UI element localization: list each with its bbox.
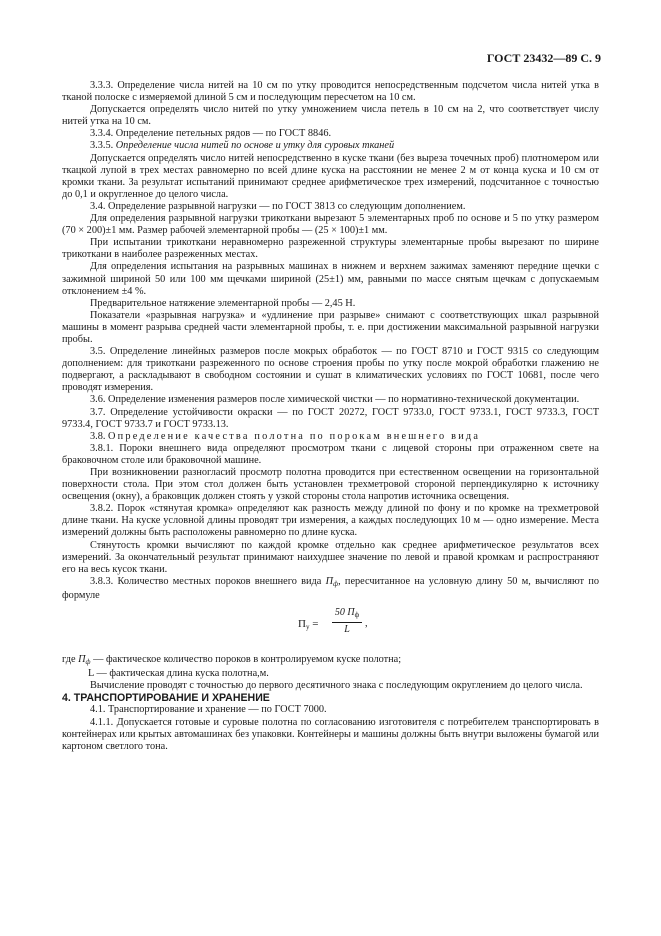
paragraph-3-7: 3.7. Определение устойчивости окраски — по ГОСТ 20272, ГОСТ 9733.0, ГОСТ 9733.1, ГОСТ 9733.3, ГОСТ 9733.4, ГОСТ 9733.7 и ГОСТ 9733.13. [62, 406, 599, 430]
paragraph: Допускается определять число нитей по утку умножением числа петель в 10 см на 2, что соответствует числу нитей утка на 10 см. [62, 104, 599, 128]
symbol-p-f: $П_ф$ [325, 575, 339, 588]
paragraph: Стянутость кромки вычисляют по каждой кромке отдельно как среднее арифметическое результатов всех измерений. За окончательный результат принимают наихудшее значение по левой и правой кромкам и распространяют его на весь кусок ткани. [62, 539, 599, 575]
paragraph-3-3-5 [62, 140, 599, 152]
paragraph-3-8 [62, 431, 599, 443]
clause-number: 3.8. [90, 430, 106, 442]
paragraph: Предварительное натяжение элементарной пробы — 2,45 Н. [90, 297, 356, 309]
paragraph: Вычисление проводят с точностью до первого десятичного знака с последующим округлением до целого числа. [90, 680, 583, 692]
section-title: 4. ТРАНСПОРТИРОВАНИЕ И ХРАНЕНИЕ [62, 692, 270, 705]
paragraph: Для определения испытания на разрывных машинах в нижнем и верхнем зажимах заменяют передние щечки с зажимной шириной 50 или 100 мм щечками шириной (25±1) мм, равными по массе снятым щечкам с допускаемым отклонением ±4 %. [62, 261, 599, 297]
clause-title: Определение качества полотна по порокам внешнего вида [108, 430, 481, 442]
paragraph-3-8-1: 3.8.1. Пороки внешнего вида определяют просмотром ткани с лицевой стороны при отраженном свете на браковочном столе или браковочной машине. [62, 442, 599, 466]
paragraph-4-1-1: 4.1.1. Допускается готовые и суровые полотна по согласованию изготовителя с потребителем транспортировать в контейнерах или крытых автомашинах без упаковки. Контейнеры и машины должны быть внутри выложены бумагой или картоном светлого тона. [62, 716, 599, 752]
formula [62, 604, 599, 650]
clause-title: Определение числа нитей по основе и утку для суровых тканей [115, 140, 395, 152]
formula-comma: , [365, 618, 368, 630]
paragraph: При испытании трикоткани неравномерно разреженной структуры элементарные пробы вырезают по ширине трикоткани в наиболее разреженных местах. [62, 237, 599, 261]
document-body [62, 80, 599, 753]
paragraph: Допускается определять число нитей непосредственно в куске ткани (без выреза точечных проб) плотномером или ткацкой лупой в трех местах равномерно по всей длине куска на расстоянии не менее 2 м от конца куска и 10 см от кромки ткани. За результат испытаний принимают среднее арифметическое трех измерений, подсчитанное с точностью до 0,1 и округленное до целого числа. [62, 152, 599, 200]
formula-numerator: 50 $П_ф$ [332, 607, 362, 623]
paragraph-3-3-4: 3.3.4. Определение петельных рядов — по ГОСТ 8846. [90, 128, 332, 140]
paragraph-3-4: 3.4. Определение разрывной нагрузки — по ГОСТ 3813 со следующим дополнением. [90, 200, 466, 212]
where-line-2: L — фактическая длина куска полотна,м. [88, 668, 269, 680]
formula-lhs: $П_у$ = [298, 618, 319, 632]
paragraph-3-6: 3.6. Определение изменения размеров после химической чистки — по нормативно-технической документации. [90, 394, 580, 406]
paragraph-4-1: 4.1. Транспортирование и хранение — по ГОСТ 7000. [90, 704, 327, 716]
formula-fraction [332, 607, 362, 636]
paragraph: Показатели «разрывная нагрузка» и «удлинение при разрыве» снимают с соответствующих шкал разрывной машины в момент разрыва средней части элементарной пробы, т. е. при достижении максимальной разрывной нагрузки пробы. [62, 309, 599, 345]
where-line-1: где $П_ф$ — фактическое количество пороков в контролируемом куске полотна; [62, 654, 402, 667]
symbol-p-f: $П_ф$ [78, 654, 91, 667]
paragraph-3-8-3: 3.8.3. Количество местных пороков внешнего вида $П_ф$, пересчитанное на условную длину 50 м, вычисляют по формуле [62, 575, 599, 601]
clause-number: 3.3.5. [90, 140, 114, 152]
paragraph-3-5: 3.5. Определение линейных размеров после мокрых обработок — по ГОСТ 8710 и ГОСТ 9315 со следующим дополнением: для трикоткани разреженного по основе строения пробы по утку после мокрой обработки глажению не подвергают, а раскладывают в свободном состоянии и сушат в климатических условиях по ГОСТ 10681, после чего проводят измерения. [62, 346, 599, 394]
paragraph: При возникновении разногласий просмотр полотна проводится при естественном освещении на горизонтальной поверхности стола. При этом стол должен быть установлен трехметровой стороной перпендикулярно к источнику освещения (окну), а браковщик должен стоять у узкой стороны стола напротив источника освещения. [62, 467, 599, 503]
formula-denominator: L [344, 624, 350, 636]
paragraph-3-8-2: 3.8.2. Порок «стянутая кромка» определяют как разность между длиной по фону и по кромке на трехметровой длине ткани. На куске условной длины проводят три измерения, а каждых последующих 10 м — одно измерение. Места измерений должны быть расположены равномерно по длине куска. [62, 503, 599, 539]
page-header: ГОСТ 23432—89 С. 9 [486, 51, 601, 65]
paragraph: Для определения разрывной нагрузки трикоткани вырезают 5 элементарных проб по основе и 5 по утку размером (70 × 200)±1 мм. Размер рабочей элементарной пробы — (25 × 100)±1 мм. [62, 213, 599, 237]
paragraph-3-3-3: 3.3.3. Определение числа нитей на 10 см по утку проводится непосредственным подсчетом числа нитей утка в тканой полоске с измеряемой длиной 5 см и последующим пересчетом на 10 см. [62, 80, 599, 104]
